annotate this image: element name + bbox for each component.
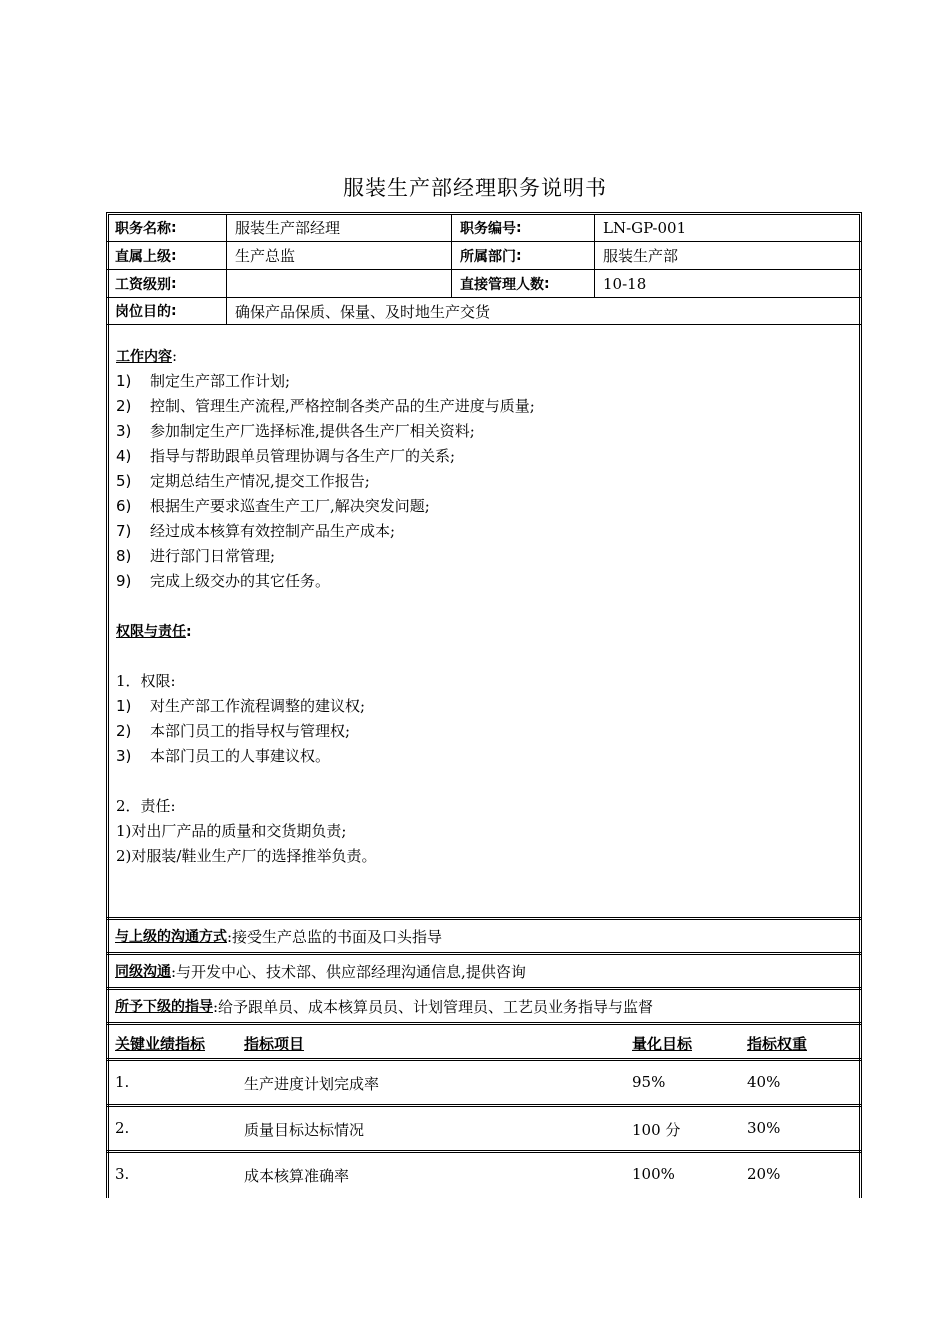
purpose-value: 确保产品保质、保量、及时地生产交货 — [235, 302, 491, 321]
purpose-label: 岗位目的 : — [115, 303, 177, 320]
list-item: 7) 经过成本核算有效控制产品生产成本; — [116, 522, 396, 540]
list-item: 8) 进行部门日常管理; — [116, 547, 276, 565]
field-value: 10-18 — [603, 274, 647, 293]
duty-title: 2．责任: — [116, 797, 176, 815]
kpi-row — [106, 1107, 862, 1153]
comm-row-subordinate — [106, 990, 862, 1025]
list-item: 1) 制定生产部工作计划; — [116, 372, 291, 390]
field-label: 职务编号 : — [460, 219, 522, 237]
work-heading: 工作内容 — [116, 349, 172, 365]
comm-label: 与上级的沟通方式 — [115, 929, 227, 945]
field-label: 直接管理人数 : — [460, 275, 550, 293]
list-item: 3) 本部门员工的人事建议权。 — [116, 747, 331, 765]
field-value — [226, 270, 451, 297]
list-item: 1) 对生产部工作流程调整的建议权; — [116, 697, 366, 715]
comm-label: 所予下级的指导 — [115, 999, 213, 1015]
kpi-weight: 40% — [747, 1073, 781, 1091]
kpi-row — [106, 1153, 862, 1198]
kpi-target: 95% — [632, 1073, 666, 1091]
kpi-col-header: 关键业绩指标 — [115, 1035, 206, 1053]
header-row-3 — [106, 270, 862, 298]
list-item: 5) 定期总结生产情况,提交工作报告; — [116, 472, 370, 490]
comm-value: :给予跟单员、成本核算员员、计划管理员、工艺员业务指导与监督 — [213, 997, 654, 1016]
purpose-row — [106, 298, 862, 325]
list-item: 2) 本部门员工的指导权与管理权; — [116, 722, 351, 740]
kpi-item: 质量目标达标情况 — [244, 1121, 365, 1139]
kpi-target: 100 分 — [632, 1121, 681, 1139]
field-label: 工资级别 : — [115, 275, 177, 293]
field-label: 直属上级 : — [115, 247, 177, 265]
kpi-no: 2. — [115, 1119, 130, 1137]
list-item: 6) 根据生产要求巡查生产工厂,解决突发问题; — [116, 497, 430, 515]
kpi-col-header: 量化目标 — [632, 1035, 693, 1053]
kpi-target: 100% — [632, 1165, 675, 1183]
job-content: 工作内容: 1) 制定生产部工作计划; 2) 控制、管理生产流程,严格控制各类产品的生产进度与质量; 3) 参加制定生产厂选择标准,提供各生产厂相关资料; 4) 指导与帮助跟单员管理协调与各生产厂的关系; 5) 定期总结生产情况,提交工作报告; 6) 根据生产要求巡查生产工厂,解决突发问题; 7) 经过成本核算有效控制产品生产成本; 8) 进行部门日常管理; 9) 完成上级交办的其它任务。 权限与责任: 1．权限: 1) 对生产部工作流程调整的建议权; 2) 本部门员工的指导权与管理权; 3) 本部门员工的人事建议权。 2．责任: 1)对出厂产品的质量和交货期负责; 2)对服装/鞋业生产厂的选择推举负责。 — [116, 344, 846, 869]
field-value: 服装生产部经理 — [235, 219, 341, 237]
authority-heading: 权限与责任 — [116, 624, 186, 640]
header-row-1 — [106, 214, 862, 242]
list-item: 3) 参加制定生产厂选择标准,提供各生产厂相关资料; — [116, 422, 475, 440]
kpi-item: 生产进度计划完成率 — [244, 1075, 380, 1093]
field-label: 所属部门 : — [460, 247, 522, 265]
kpi-col-header: 指标项目 — [244, 1035, 305, 1053]
field-value: 服装生产部 — [603, 247, 679, 265]
header-row-2 — [106, 242, 862, 270]
field-label: 职务名称 : — [115, 219, 177, 237]
kpi-no: 1. — [115, 1073, 130, 1091]
comm-label: 同级沟通 — [115, 964, 171, 980]
kpi-col-header: 指标权重 — [747, 1035, 808, 1053]
kpi-weight: 30% — [747, 1119, 781, 1137]
list-item: 1)对出厂产品的质量和交货期负责; — [116, 822, 347, 840]
document-title: 服装生产部经理职务说明书 — [343, 176, 607, 200]
rights-title: 1．权限: — [116, 672, 176, 690]
list-item: 9) 完成上级交办的其它任务。 — [116, 572, 331, 590]
comm-value: :与开发中心、技术部、供应部经理沟通信息,提供咨询 — [171, 962, 526, 981]
comm-row-peer — [106, 955, 862, 990]
comm-value: :接受生产总监的书面及口头指导 — [227, 927, 443, 946]
kpi-weight: 20% — [747, 1165, 781, 1183]
field-value: LN-GP-001 — [603, 218, 687, 237]
field-value: 生产总监 — [235, 247, 296, 265]
list-item: 4) 指导与帮助跟单员管理协调与各生产厂的关系; — [116, 447, 456, 465]
list-item: 2) 控制、管理生产流程,严格控制各类产品的生产进度与质量; — [116, 397, 535, 415]
kpi-header-row — [106, 1025, 862, 1061]
kpi-item: 成本核算准确率 — [244, 1167, 350, 1185]
list-item: 2)对服装/鞋业生产厂的选择推举负责。 — [116, 847, 377, 865]
kpi-row — [106, 1061, 862, 1107]
comm-row-superior — [106, 920, 862, 955]
content-section — [106, 325, 862, 920]
kpi-no: 3. — [115, 1165, 130, 1183]
